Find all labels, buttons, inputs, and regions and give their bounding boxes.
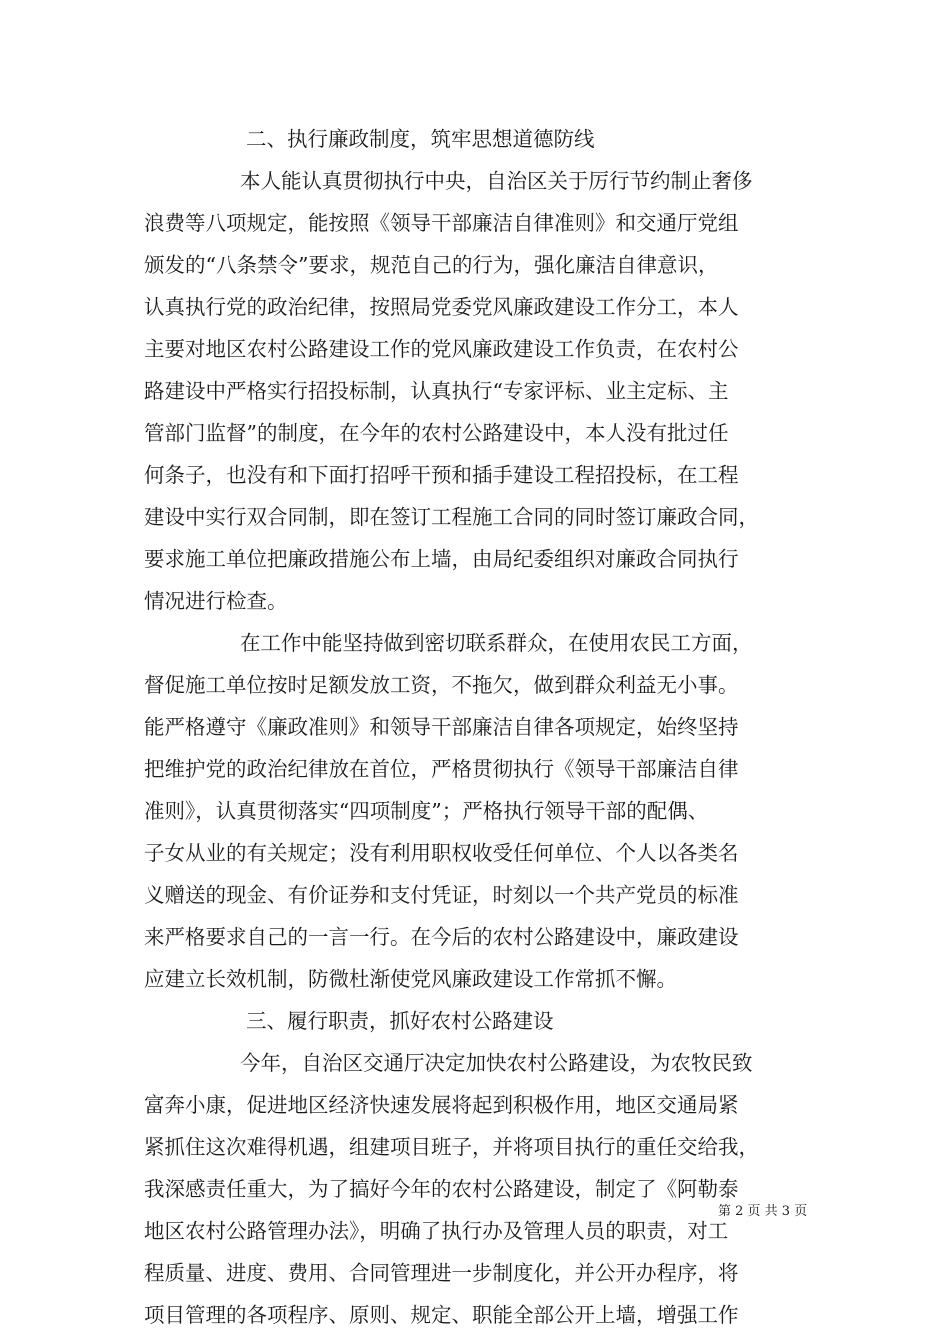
paragraph-line: 今年，自治区交通厅决定加快农村公路建设，为农牧民致 xyxy=(240,1051,753,1075)
paragraph-line: 富奔小康，促进地区经济快速发展将起到积极作用，地区交通局紧 xyxy=(144,1093,739,1117)
document-body xyxy=(144,118,812,1336)
paragraph-line: 准则》，认真贯彻落实“四项制度”；严格执行领导干部的配偶、 xyxy=(144,799,709,823)
section-heading: 三、履行职责，抓好农村公路建设 xyxy=(246,1009,554,1033)
paragraph-line: 情况进行检查。 xyxy=(144,589,288,613)
paragraph-line: 应建立长效机制，防微杜渐使党风廉政建设工作常抓不懈。 xyxy=(144,967,677,991)
page-number: 第 2 页 共 3 页 xyxy=(718,1204,808,1219)
paragraph-line: 子女从业的有关规定；没有利用职权收受任何单位、个人以各类名 xyxy=(144,841,739,865)
paragraph-line: 督促施工单位按时足额发放工资，不拖欠，做到群众利益无小事。 xyxy=(144,673,739,697)
paragraph-line: 颁发的“八条禁令”要求，规范自己的行为，强化廉洁自律意识， xyxy=(144,253,719,277)
paragraph-line: 认真执行党的政治纪律，按照局党委党风廉政建设工作分工，本人 xyxy=(144,295,739,319)
paragraph-line: 把维护党的政治纪律放在首位，严格贯彻执行《领导干部廉洁自律 xyxy=(144,757,739,781)
paragraph-line: 在工作中能坚持做到密切联系群众，在使用农民工方面， xyxy=(240,631,753,655)
paragraph-line: 浪费等八项规定，能按照《领导干部廉洁自律准则》和交通厅党组 xyxy=(144,211,739,235)
paragraph-line: 我深感责任重大，为了搞好今年的农村公路建设，制定了《阿勒泰 xyxy=(144,1177,739,1201)
paragraph-line: 管部门监督”的制度，在今年的农村公路建设中，本人没有批过任 xyxy=(144,421,729,445)
paragraph-line: 义赠送的现金、有价证券和支付凭证，时刻以一个共产党员的标准 xyxy=(144,883,739,907)
paragraph-line: 来严格要求自己的一言一行。在今后的农村公路建设中，廉政建设 xyxy=(144,925,739,949)
paragraph-line: 本人能认真贯彻执行中央，自治区关于厉行节约制止奢侈 xyxy=(240,169,753,193)
paragraph-line: 能严格遵守《廉政准则》和领导干部廉洁自律各项规定，始终坚持 xyxy=(144,715,739,739)
paragraph-line: 要求施工单位把廉政措施公布上墙，由局纪委组织对廉政合同执行 xyxy=(144,547,739,571)
paragraph-line: 路建设中严格实行招投标制，认真执行“专家评标、业主定标、主 xyxy=(144,379,729,403)
paragraph-line: 紧抓住这次难得机遇，组建项目班子，并将项目执行的重任交给我， xyxy=(144,1135,759,1159)
paragraph-line: 程质量、进度、费用、合同管理进一步制度化，并公开办程序，将 xyxy=(144,1261,739,1285)
paragraph-line: 何条子，也没有和下面打招呼干预和插手建设工程招投标，在工程 xyxy=(144,463,739,487)
paragraph-line: 主要对地区农村公路建设工作的党风廉政建设工作负责，在农村公 xyxy=(144,337,739,361)
paragraph-line: 项目管理的各项程序、原则、规定、职能全部公开上墙，增强工作 xyxy=(144,1303,739,1327)
paragraph-line: 地区农村公路管理办法》，明确了执行办及管理人员的职责，对工 xyxy=(144,1219,729,1243)
paragraph-line: 建设中实行双合同制，即在签订工程施工合同的同时签订廉政合同， xyxy=(144,505,759,529)
section-heading: 二、执行廉政制度，筑牢思想道德防线 xyxy=(246,127,595,151)
